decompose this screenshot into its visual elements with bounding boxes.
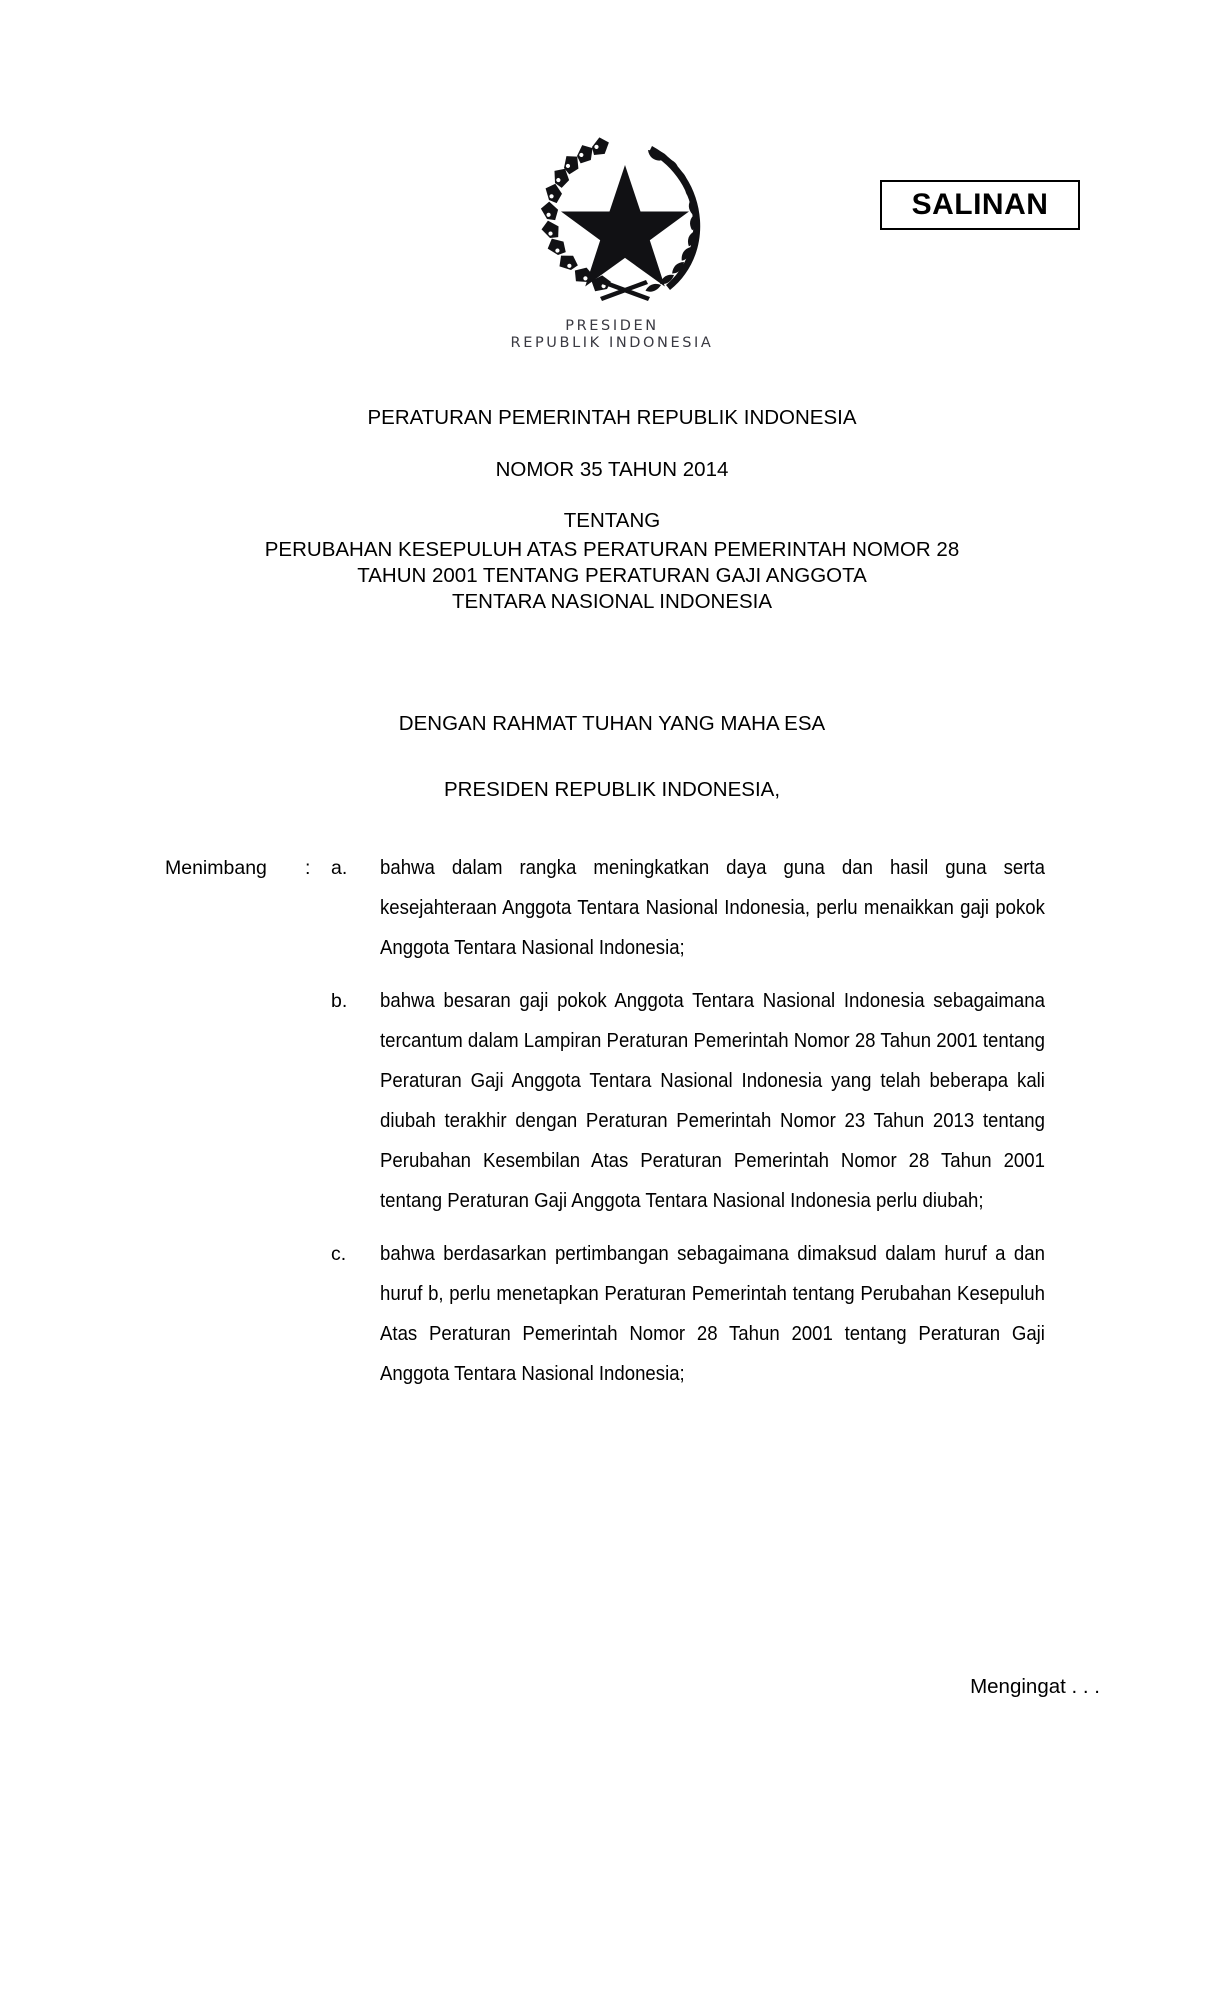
considering-text-b: bahwa besaran gaji pokok Anggota Tentara Nasional Indonesia sebagaimana tercantum dalam Lampiran Peraturan Pemerintah Nomor 28 Tahun 2001 tentang Peraturan Gaji Anggota Tentara Nasional Indonesia yang telah beberapa kali diubah terakhir dengan Peraturan Pemerintah Nomor 23 Tahun 2013 tentang Perubahan Kesembilan Atas Peraturan Pemerintah Nomor 28 Tahun 2001 tentang Peraturan Gaji Anggota Tentara Nasional Indonesia perlu diubah; (380, 990, 1045, 1212)
title-line-6: TENTARA NASIONAL INDONESIA (451, 590, 773, 613)
considering-item-c (165, 1234, 1095, 1394)
document-title-block (0, 405, 1224, 615)
considering-label: Menimbang (165, 857, 267, 879)
considering-letter-b: b. (331, 990, 348, 1012)
considering-text-c: bahwa berdasarkan pertimbangan sebagaimana dimaksud dalam huruf a dan huruf b, perlu menetapkan Peraturan Pemerintah tentang Perubahan Kesepuluh Atas Peraturan Pemerintah Nomor 28 Tahun 2001 tentang Peraturan Gaji Anggota Tentara Nasional Indonesia; (380, 1243, 1045, 1385)
considering-letter-c: c. (331, 1243, 347, 1265)
considering-colon: : (305, 857, 311, 879)
salinan-stamp (880, 180, 1080, 230)
emblem-caption-line-1: PRESIDEN (565, 318, 659, 334)
considering-text-a: bahwa dalam rangka meningkatkan daya guna dan hasil guna serta kesejahteraan Anggota Tentara Nasional Indonesia, perlu menaikkan gaji pokok Anggota Tentara Nasional Indonesia; (380, 857, 1045, 959)
considering-section (165, 848, 1095, 1394)
page-continuation-marker: Mengingat . . . (970, 1675, 1100, 1698)
title-line-5: TAHUN 2001 TENTANG PERATURAN GAJI ANGGOTA (357, 564, 867, 587)
heading-presiden-republik-indonesia: PRESIDEN REPUBLIK INDONESIA, (443, 778, 781, 801)
title-line-2: NOMOR 35 TAHUN 2014 (495, 458, 729, 481)
salinan-label: SALINAN (911, 188, 1049, 221)
presidential-emblem-icon (530, 125, 720, 310)
emblem-caption (0, 318, 1224, 352)
considering-item-a (165, 848, 1095, 968)
considering-letter-a: a. (331, 857, 348, 879)
emblem-caption-line-2: REPUBLIK INDONESIA (510, 335, 714, 351)
considering-item-b (165, 981, 1095, 1221)
title-line-1: PERATURAN PEMERINTAH REPUBLIK INDONESIA (367, 406, 857, 429)
title-line-3: TENTANG (563, 509, 661, 532)
title-line-4: PERUBAHAN KESEPULUH ATAS PERATURAN PEMERINTAH NOMOR 28 (264, 538, 960, 561)
heading-rahmat-tuhan: DENGAN RAHMAT TUHAN YANG MAHA ESA (398, 712, 826, 735)
